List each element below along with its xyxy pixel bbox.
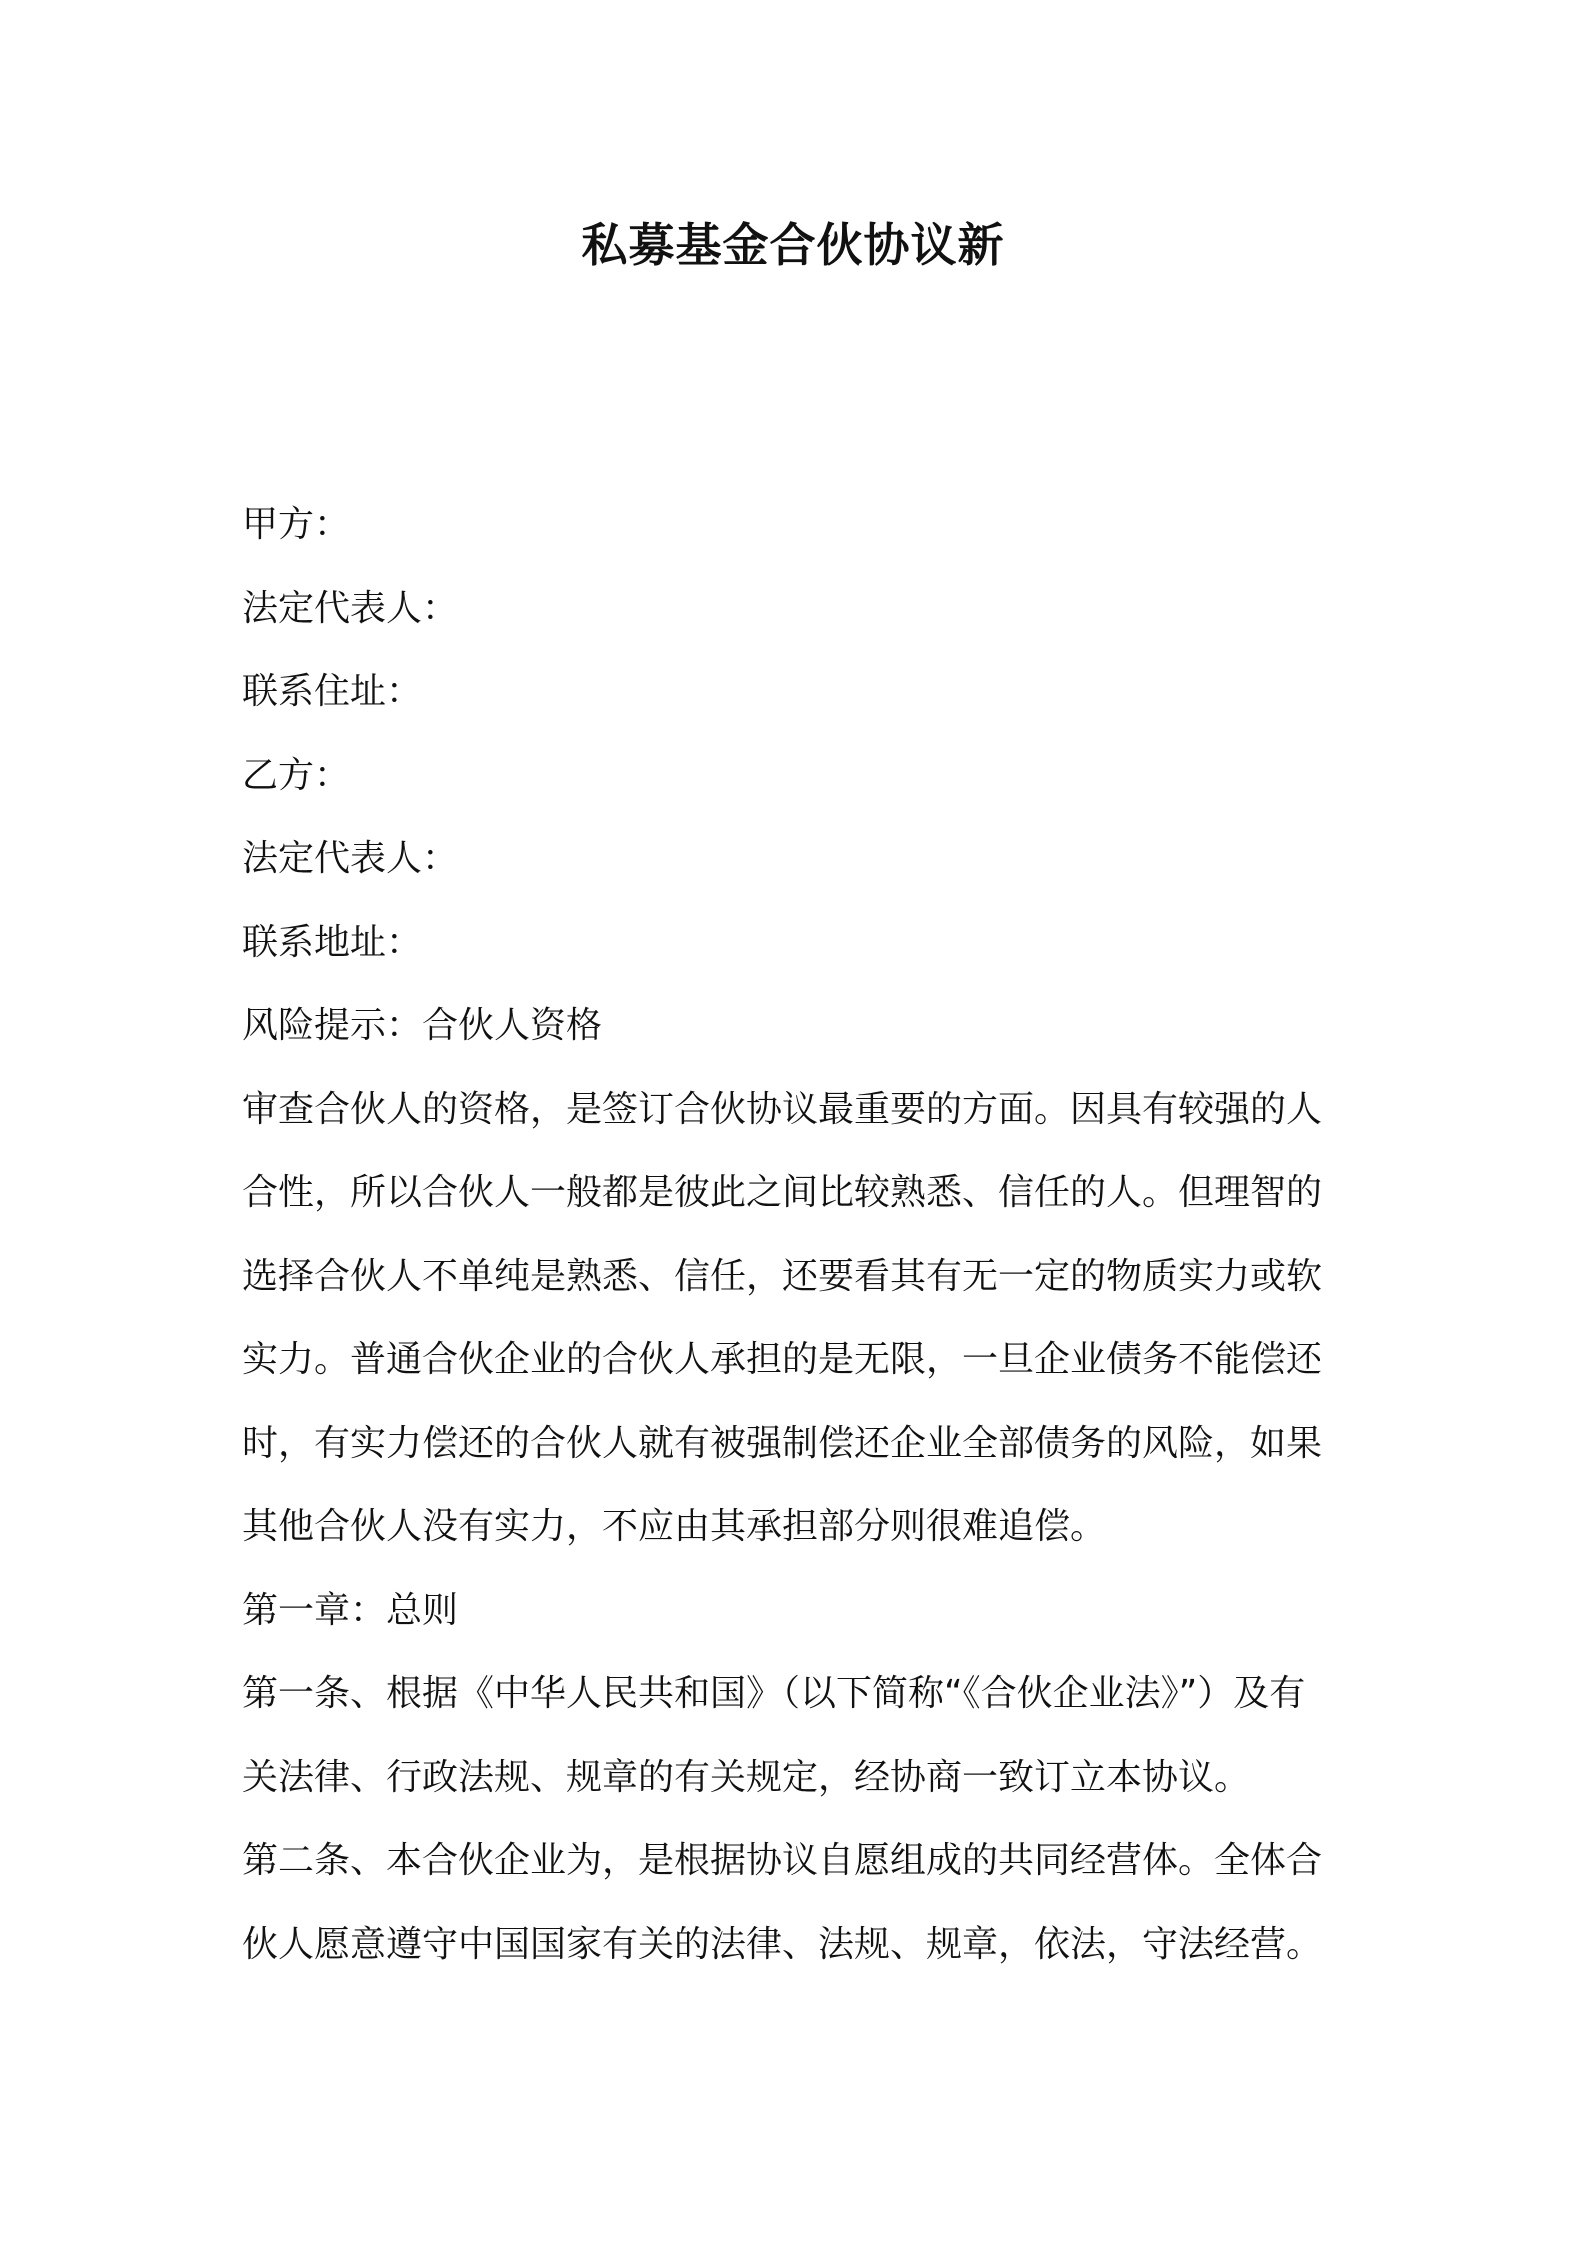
article-1-line: 关法律、行政法规、规章的有关规定，经协商一致订立本协议。	[242, 1756, 1251, 1798]
party-b-address-label: 联系地址：	[242, 921, 423, 963]
risk-line: 实力。普通合伙企业的合伙人承担的是无限，一旦企业债务不能偿还	[242, 1339, 1323, 1380]
article-1-line: 第一条、根据《中华人民共和国》（以下简称“《合伙企业法》”）及有	[242, 1673, 1306, 1714]
chapter-heading: 第一章：总则	[242, 1589, 459, 1631]
risk-line: 合性，所以合伙人一般都是彼此之间比较熟悉、信任的人。但理智的	[242, 1172, 1323, 1213]
risk-line: 选择合伙人不单纯是熟悉、信任，还要看其有无一定的物质实力或软	[242, 1255, 1323, 1297]
party-a-address-label: 联系住址：	[242, 671, 423, 712]
document-title: 私募基金合伙协议新	[581, 218, 1005, 272]
document-body	[242, 483, 1352, 1986]
risk-line: 时，有实力偿还的合伙人就有被强制偿还企业全部债务的风险，如果	[242, 1422, 1323, 1464]
article-2-line: 伙人愿意遵守中国国家有关的法律、法规、规章，依法，守法经营。	[242, 1923, 1323, 1965]
article-1-paragraph	[242, 1652, 1352, 1819]
risk-line: 其他合伙人没有实力，不应由其承担部分则很难追偿。	[242, 1506, 1107, 1547]
risk-heading: 风险提示：合伙人资格	[242, 1005, 603, 1046]
party-b-legal-rep-label: 法定代表人：	[242, 838, 459, 879]
article-2-paragraph	[242, 1819, 1352, 1986]
party-b-label: 乙方：	[242, 754, 351, 796]
risk-paragraph	[242, 1068, 1352, 1569]
party-a-legal-rep-label: 法定代表人：	[242, 587, 459, 629]
party-a-label: 甲方：	[242, 504, 351, 545]
article-2-line: 第二条、本合伙企业为，是根据协议自愿组成的共同经营体。全体合	[242, 1840, 1323, 1881]
risk-line: 审查合伙人的资格，是签订合伙协议最重要的方面。因具有较强的人	[242, 1088, 1323, 1130]
